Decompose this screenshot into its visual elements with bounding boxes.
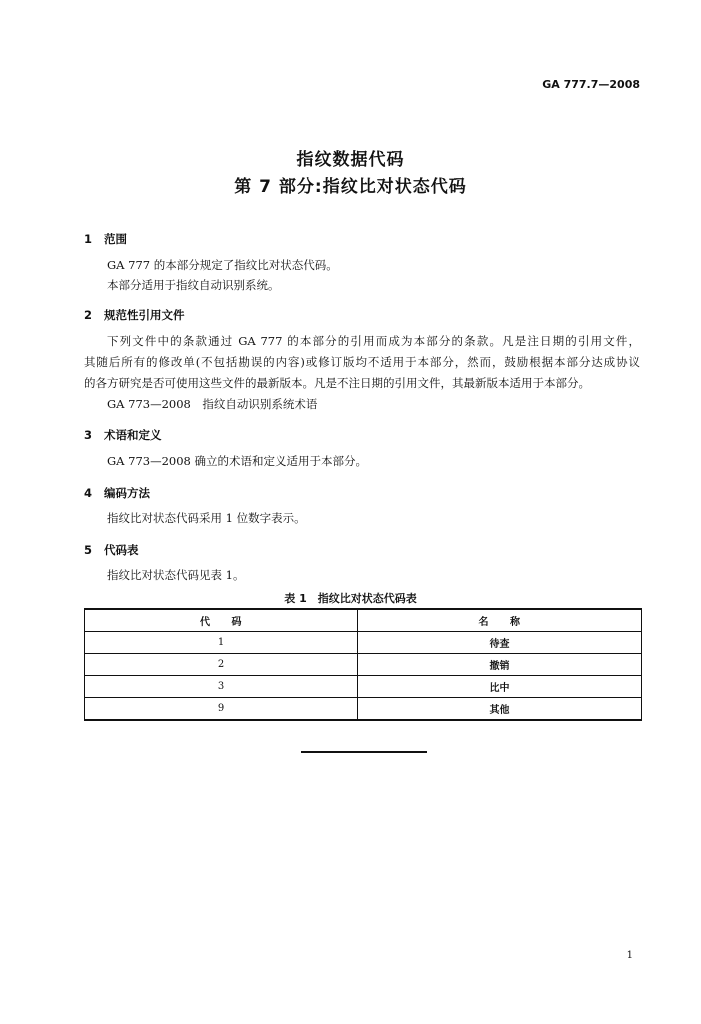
paragraph: 的各方研究是否可使用这些文件的最新版本。凡是不注日期的引用文件，其最新版本适用于本部分。 bbox=[84, 376, 590, 390]
section-number: 4 bbox=[84, 486, 93, 500]
code-cell: 1 bbox=[85, 632, 358, 654]
paragraph: 指纹比对状态代码采用 1 位数字表示。 bbox=[107, 511, 306, 525]
document-title: 指纹数据代码 bbox=[296, 150, 405, 170]
paragraph: 下列文件中的条款通过 GA 777 的本部分的引用而成为本部分的条款。凡是注日期的引用文件， bbox=[107, 334, 640, 348]
table-row bbox=[85, 632, 642, 654]
table-caption: 表 1 指纹比对状态代码表 bbox=[284, 592, 417, 605]
code-cell: 2 bbox=[85, 654, 358, 676]
name-cell: 待查 bbox=[358, 632, 642, 654]
paragraph: 其随后所有的修改单(不包括勘误的内容)或修订版均不适用于本部分，然而，鼓励根据本部分达成协议 bbox=[84, 355, 640, 369]
end-divider bbox=[301, 751, 427, 753]
section-title: 编码方法 bbox=[104, 486, 150, 500]
table-header-row bbox=[85, 609, 642, 632]
section-heading-2 bbox=[84, 307, 185, 323]
paragraph: GA 777 的本部分规定了指纹比对状态代码。 bbox=[107, 258, 338, 272]
table-row bbox=[85, 676, 642, 698]
table-row bbox=[85, 698, 642, 721]
section-title: 范围 bbox=[104, 232, 127, 246]
code-cell: 9 bbox=[85, 698, 358, 721]
section-title: 规范性引用文件 bbox=[104, 308, 185, 322]
section-title: 代码表 bbox=[104, 543, 139, 557]
name-cell: 比中 bbox=[358, 676, 642, 698]
name-cell: 撤销 bbox=[358, 654, 642, 676]
reference-item: GA 773—2008 指纹自动识别系统术语 bbox=[107, 397, 318, 411]
section-number: 3 bbox=[84, 428, 93, 442]
paragraph: GA 773—2008 确立的术语和定义适用于本部分。 bbox=[107, 454, 368, 468]
section-number: 2 bbox=[84, 308, 93, 322]
section-heading-4 bbox=[84, 485, 150, 501]
code-cell: 3 bbox=[85, 676, 358, 698]
paragraph: 指纹比对状态代码见表 1。 bbox=[107, 568, 245, 582]
paragraph: 本部分适用于指纹自动识别系统。 bbox=[107, 278, 280, 292]
standard-code: GA 777.7—2008 bbox=[542, 78, 640, 91]
column-header-name: 名 称 bbox=[358, 609, 642, 632]
section-heading-5 bbox=[84, 542, 139, 558]
section-title: 术语和定义 bbox=[104, 428, 162, 442]
section-number: 1 bbox=[84, 232, 93, 246]
code-table bbox=[84, 608, 642, 721]
section-heading-1 bbox=[84, 231, 127, 247]
document-subtitle: 第 7 部分:指纹比对状态代码 bbox=[234, 177, 467, 197]
section-heading-3 bbox=[84, 427, 162, 443]
name-cell: 其他 bbox=[358, 698, 642, 721]
table-row bbox=[85, 654, 642, 676]
page-number: 1 bbox=[626, 950, 633, 961]
column-header-code: 代 码 bbox=[85, 609, 358, 632]
section-number: 5 bbox=[84, 543, 93, 557]
